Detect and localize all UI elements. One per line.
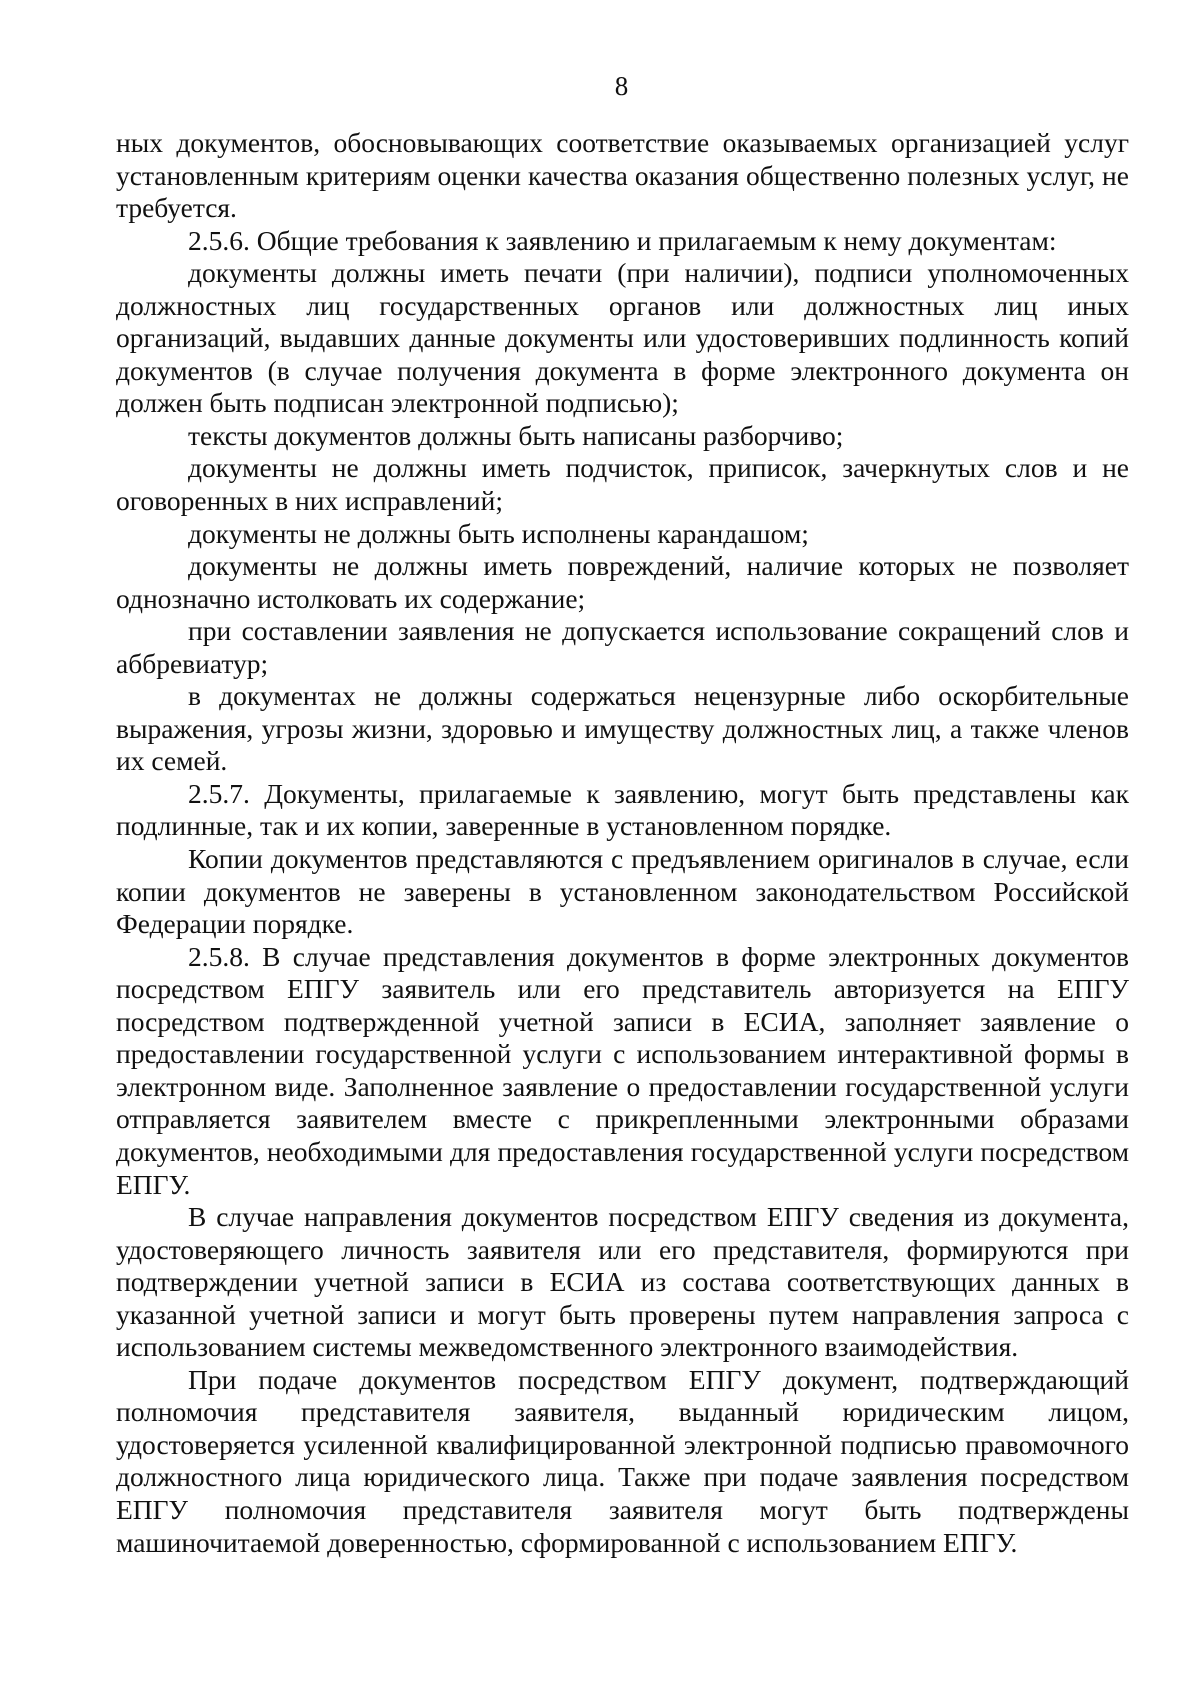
- paragraph-continuation: ных документов, обосновывающих соответствие оказываемых организацией услуг установленным критериям оценки качества оказания общественно полезных услуг, не требуется.: [116, 127, 1129, 224]
- paragraph-requirement-no-obscene: в документах не должны содержаться нецензурные либо оскорбительные выражения, угрозы жизни, здоровью и имуществу должностных лиц, а также членов их семей.: [116, 680, 1129, 777]
- paragraph-requirement-no-pencil: документы не должны быть исполнены карандашом;: [188, 517, 809, 549]
- paragraph-2-5-6-heading: 2.5.6. Общие требования к заявлению и прилагаемым к нему документам:: [188, 224, 1057, 256]
- paragraph-requirement-no-damage: документы не должны иметь повреждений, наличие которых не позволяет однозначно истолковать их содержание;: [116, 550, 1129, 614]
- paragraph-copies: Копии документов представляются с предъявлением оригиналов в случае, если копии документов не заверены в установленном законодательством Российской Федерации порядке.: [116, 843, 1129, 940]
- paragraph-2-5-8: 2.5.8. В случае представления документов в форме электронных документов посредством ЕПГУ заявитель или его представитель авторизуется на ЕПГУ посредством подтвержденной учетной записи в ЕСИА, заполняет заявление о предоставлении государственной услуги с использованием интерактивной формы в электронном виде. Заполненное заявление о предоставлении государственной услуги отправляется заявителем вместе с прикрепленными электронными образами документов, необходимыми для предоставления государственной услуги посредством ЕПГУ.: [116, 940, 1129, 1200]
- paragraph-requirement-legible: тексты документов должны быть написаны разборчиво;: [188, 419, 844, 451]
- paragraph-requirement-seals: документы должны иметь печати (при наличии), подписи уполномоченных должностных лиц государственных органов или должностных лиц иных организаций, выдавших данные документы или удостоверивших подлинность копий документов (в случае получения документа в форме электронного документа он должен быть подписан электронной подписью);: [116, 257, 1129, 419]
- document-body: [116, 127, 1129, 1559]
- paragraph-identity-data: В случае направления документов посредством ЕПГУ сведения из документа, удостоверяющего личность заявителя или его представителя, формируются при подтверждении учетной записи в ЕСИА из состава соответствующих данных в указанной учетной записи и могут быть проверены путем направления запроса с использованием системы межведомственного электронного взаимодействия.: [116, 1201, 1129, 1363]
- paragraph-2-5-7: 2.5.7. Документы, прилагаемые к заявлению, могут быть представлены как подлинные, так и их копии, заверенные в установленном порядке.: [116, 777, 1129, 842]
- paragraph-requirement-no-erasures: документы не должны иметь подчисток, приписок, зачеркнутых слов и не оговоренных в них исправлений;: [116, 452, 1129, 517]
- paragraph-representative-authority: При подаче документов посредством ЕПГУ документ, подтверждающий полномочия представителя заявителя, выданный юридическим лицом, удостоверяется усиленной квалифицированной электронной подписью правомочного должностного лица юридического лица. Также при подаче заявления посредством ЕПГУ полномочия представителя заявителя могут быть подтверждены машиночитаемой доверенностью, сформированной с использованием ЕПГУ.: [116, 1363, 1129, 1558]
- page-number: 8: [614, 71, 629, 101]
- paragraph-requirement-no-abbreviations: при составлении заявления не допускается использование сокращений слов и аббревиатур;: [116, 615, 1129, 679]
